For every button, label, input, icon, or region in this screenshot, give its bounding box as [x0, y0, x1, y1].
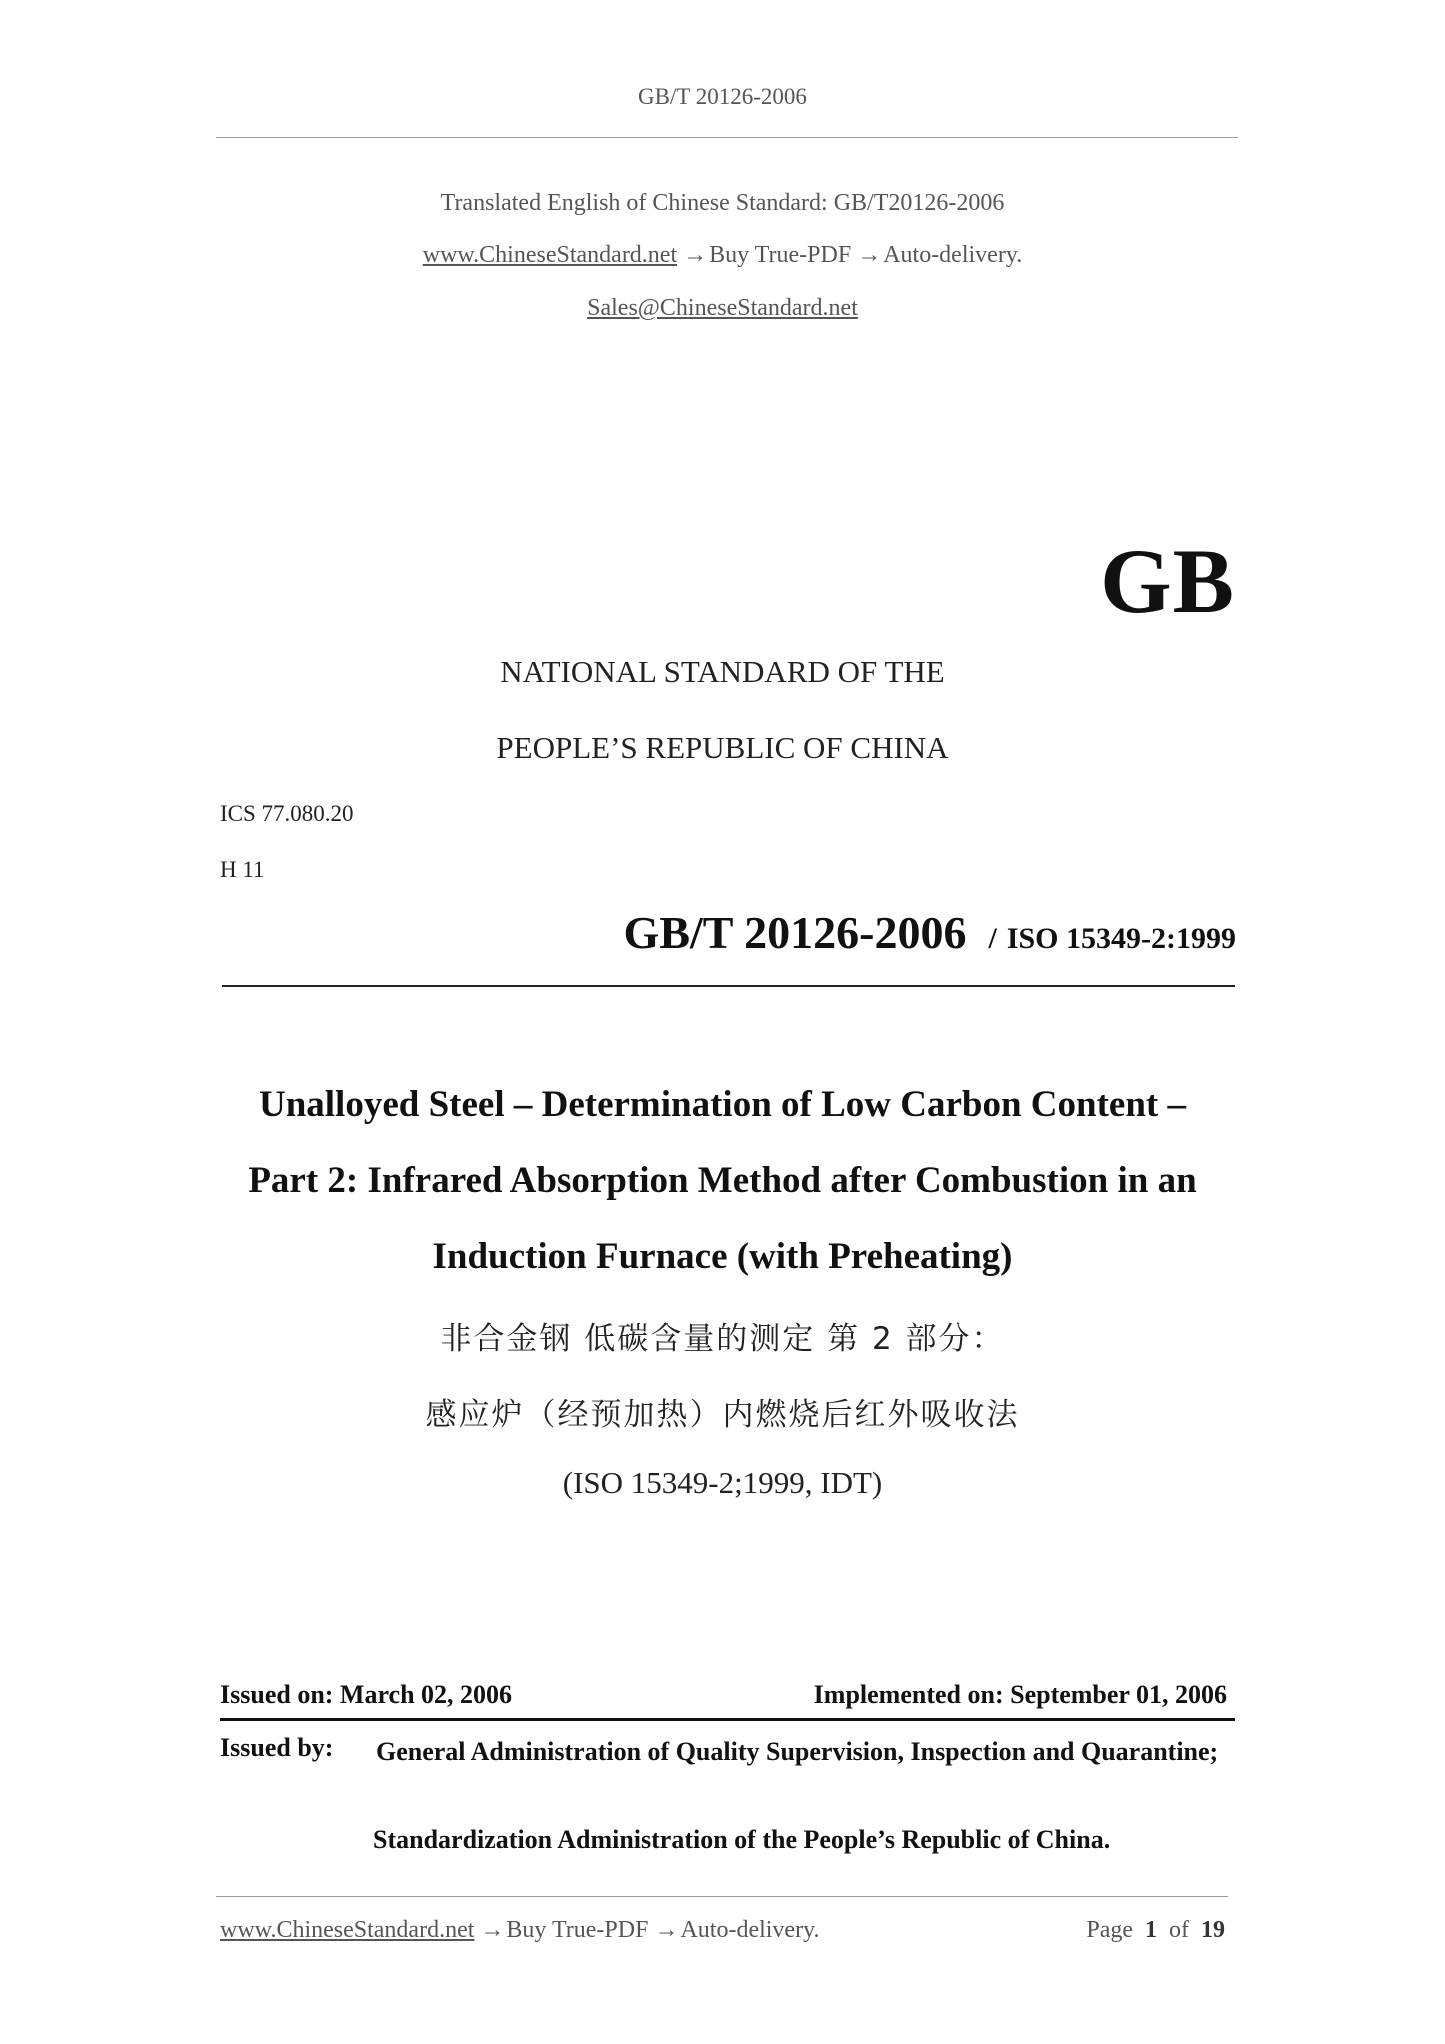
standard-designation — [624, 906, 1236, 959]
title-en-line: Induction Furnace (with Preheating) — [432, 1236, 1013, 1277]
arrow-right-icon: → — [654, 1917, 679, 1943]
issued-on-date: Issued on: March 02, 2006 — [220, 1680, 513, 1709]
country-heading: PEOPLE’S REPUBLIC OF CHINA — [496, 730, 949, 765]
running-header: GB/T 20126-2006 — [638, 84, 807, 109]
of-word: of — [1169, 1917, 1189, 1943]
footer-divider — [216, 1896, 1228, 1897]
site-link[interactable]: www.ChineseStandard.net — [422, 242, 678, 268]
gb-mark: GB — [1100, 530, 1235, 632]
title-en-line: Unalloyed Steel – Determination of Low Carbon Content – — [258, 1084, 1186, 1125]
page-word: Page — [1086, 1917, 1133, 1943]
standard-number: GB/T 20126-2006 — [623, 907, 967, 958]
ics-code: ICS 77.080.20 — [220, 801, 354, 826]
dates-divider — [220, 1718, 1235, 1721]
email-line — [0, 295, 1445, 322]
issuer-secondary: Standardization Administration of the People’s Republic of China. — [373, 1825, 1111, 1854]
footer-buy-text: Buy True-PDF — [506, 1917, 649, 1943]
issued-by-label: Issued by: — [220, 1733, 334, 1762]
issuer-primary: General Administration of Quality Supervision, Inspection and Quarantine; — [376, 1737, 1219, 1766]
designation-separator: / — [988, 922, 997, 955]
translation-note: Translated English of Chinese Standard: GB/T20126-2006 — [440, 190, 1005, 216]
adoption-note: (ISO 15349-2;1999, IDT) — [562, 1465, 883, 1500]
header-divider — [216, 137, 1238, 138]
title-en-line: Part 2: Infrared Absorption Method after Combustion in an — [248, 1160, 1197, 1201]
page-indicator — [1086, 1917, 1225, 1944]
iso-reference: ISO 15349-2:1999 — [1006, 922, 1236, 955]
implemented-on-date: Implemented on: September 01, 2006 — [813, 1680, 1227, 1709]
national-standard-heading: NATIONAL STANDARD OF THE — [500, 654, 945, 689]
page-number: 1 — [1145, 1917, 1157, 1943]
designation-divider — [222, 985, 1235, 987]
arrow-right-icon: → — [480, 1917, 505, 1943]
sales-email-link[interactable]: Sales@ChineseStandard.net — [587, 295, 858, 321]
footer-delivery-text: Auto-delivery. — [680, 1917, 820, 1943]
footer-promo — [220, 1917, 820, 1944]
title-cn-line: 非合金钢 低碳含量的测定 第 2 部分： — [440, 1321, 1005, 1357]
title-cn-line: 感应炉（经预加热）内燃烧后红外吸收法 — [425, 1397, 1020, 1433]
buy-true-pdf-text: Buy True-PDF — [709, 242, 852, 268]
auto-delivery-text: Auto-delivery. — [883, 242, 1023, 268]
arrow-right-icon: → — [683, 242, 708, 268]
arrow-right-icon: → — [857, 242, 882, 268]
ccs-code: H 11 — [220, 857, 265, 882]
promo-line — [0, 242, 1445, 269]
page-total: 19 — [1201, 1917, 1225, 1943]
footer-site-link[interactable]: www.ChineseStandard.net — [220, 1917, 475, 1943]
